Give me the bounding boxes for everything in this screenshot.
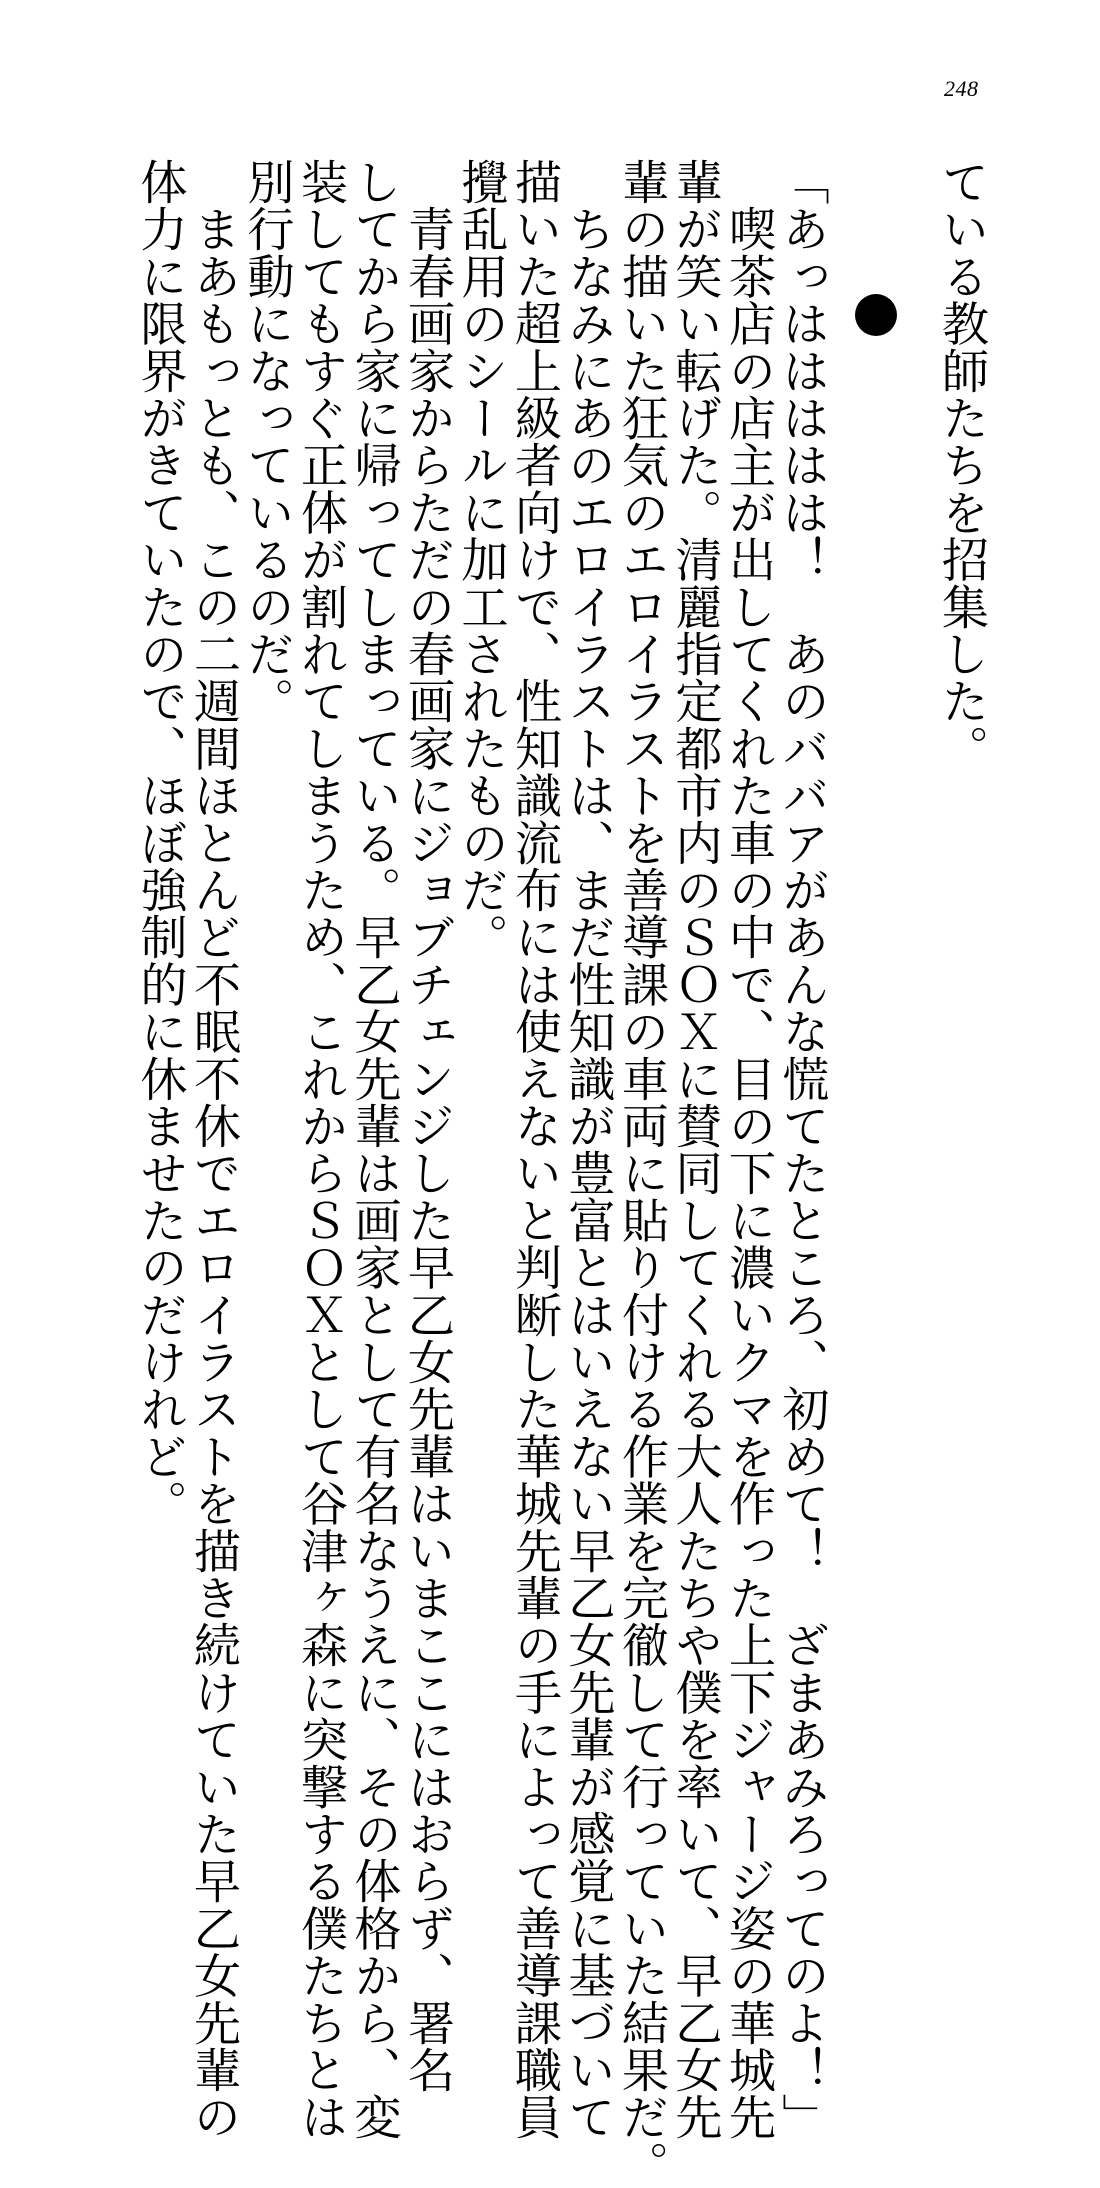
text-line: 「あっははははは！ あのババアがあんな慌てたところ、初めて！ ざまあみろってのよ！」 — [774, 158, 830, 2141]
scene-break-bullet-icon — [855, 294, 897, 336]
text-line: 装してもすぐ正体が割れてしまうため、これからＳＯＸとして谷津ヶ森に突撃する僕たちとは — [293, 158, 348, 2141]
body-text — [132, 158, 989, 2188]
text-line: 攪乱用のシールに加工されたものだ。 — [453, 158, 509, 961]
text-line: 描いた超上級者向けで、性知識流布には使えないと判断した華城先輩の手によって善導課職員 — [507, 158, 562, 2141]
text-line: まあもっとも、この二週間ほとんど不眠不休でエロイラストを描き続けていた早乙女先輩の — [186, 158, 241, 2141]
text-line: 輩が笑い転げた。清麗指定都市内のＳＯＸに賛同してくれる大人たちや僕を率いて、早乙女先 — [667, 158, 723, 2141]
text-line: ている教師たちを招集した。 — [934, 158, 989, 772]
text-line: 輩の描いた狂気のエロイラストを善導課の車両に貼り付ける作業を完徹して行っていた結果だ。 — [614, 158, 669, 2188]
text-line: してから家に帰ってしまっている。早乙女先輩は画家として有名なうえに、その体格から、変 — [346, 158, 402, 2141]
text-line: ちなみにあのエロイラストは、まだ性知識が豊富とはいえない早乙女先輩が感覚に基づいて — [560, 158, 616, 2141]
text-line: 別行動になっているのだ。 — [239, 158, 295, 725]
scene-break — [829, 158, 935, 1558]
text-line: 青春画家からただの春画家にジョブチェンジした早乙女先輩はいまここにはおらず、署名 — [400, 158, 455, 2094]
page-number: 248 — [944, 76, 979, 101]
text-line: 喫茶店の店主が出してくれた車の中で、目の下に濃いクマを作った上下ジャージ姿の華城先 — [721, 158, 776, 2141]
text-line: 体力に限界がきていたので、ほぼ強制的に休ませたのだけれど。 — [132, 158, 188, 1527]
